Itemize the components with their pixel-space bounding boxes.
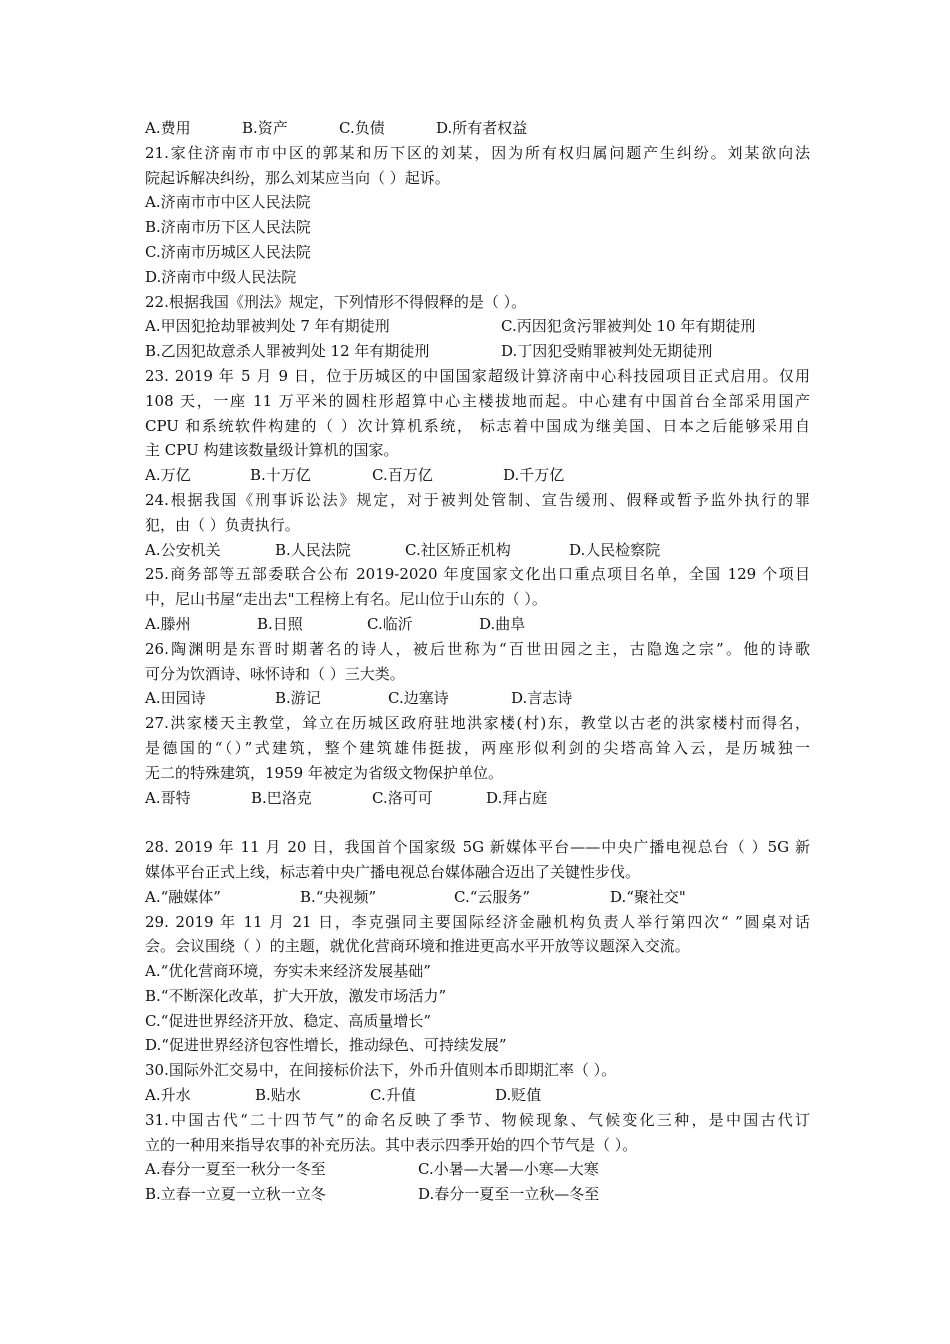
q20-options — [145, 116, 810, 141]
q30-option-d: D.贬值 — [495, 1086, 542, 1105]
q27-option-a: A.哥特 — [145, 788, 191, 807]
q27-option-d: D.拜占庭 — [486, 788, 548, 807]
q24-option-c: C.社区矫正机构 — [405, 540, 511, 559]
q28-option-a: A.“融媒体” — [145, 887, 221, 906]
q21-stem-line-2: 院起诉解决纠纷，那么刘某应当向（ ）起诉。 — [145, 168, 450, 187]
q31-option-b: B.立春一立夏一立秋一立冬 — [145, 1185, 326, 1204]
q31-stem-line-1: 31.中国古代“二十四节气”的命名反映了季节、物候现象、气候变化三种，是中国古代订 — [145, 1110, 810, 1129]
q22-stem-line-1: 22.根据我国《刑法》规定，下列情形不得假释的是（ ）。 — [145, 292, 527, 311]
q29-stem-line-2: 会。会议围绕（ ）的主题，就优化营商环境和推进更高水平开放等议题深入交流。 — [145, 937, 690, 956]
q21-stem-line-1: 21.家住济南市市中区的郭某和历下区的刘某，因为所有权归属问题产生纠纷。刘某欲向法 — [145, 143, 810, 162]
q20-option-a: A.费用 — [145, 119, 191, 137]
q25-options — [145, 612, 810, 637]
q27-stem-line-3: 无二的特殊建筑，1959 年被定为省级文物保护单位。 — [145, 763, 503, 782]
q27-stem-line-1: 27.洪家楼天主教堂，耸立在历城区政府驻地洪家楼(村)东，教堂以古老的洪家楼村而得名， — [145, 714, 810, 733]
q30-options — [145, 1083, 810, 1108]
q25-stem-line-2: 中，尼山书屋“走出去"工程榜上有名。尼山位于山东的（ ）。 — [145, 590, 547, 609]
q23-stem-line-4: 主 CPU 构建该数量级计算机的国家。 — [145, 441, 399, 460]
q27-option-c: C.洛可可 — [372, 788, 433, 807]
q27-option-b: B.巴洛克 — [251, 788, 312, 807]
q28-option-d: D.“聚社交" — [610, 887, 686, 906]
q31-options-row-1 — [145, 1157, 810, 1182]
q20-option-d: D.所有者权益 — [436, 119, 528, 137]
q26-option-a: A.田园诗 — [145, 689, 206, 708]
q29-stem-line-1: 29. 2019 年 11 月 21 日，李克强同主要国际经济金融机构负责人举行第四次“ ”圆桌对话 — [145, 912, 810, 931]
q31-option-c: C.小暑—大暑—小寒—大寒 — [418, 1160, 599, 1179]
q21-option-a: A.济南市市中区人民法院 — [145, 193, 311, 212]
q30-option-b: B.贴水 — [255, 1086, 301, 1105]
q30-option-a: A.升水 — [145, 1086, 191, 1105]
q22-option-d: D.丁因犯受贿罪被判处无期徒刑 — [501, 342, 713, 361]
q23-option-d: D.千万亿 — [503, 466, 565, 485]
q25-option-d: D.曲阜 — [479, 614, 526, 633]
q28-stem-line-1: 28. 2019 年 11 月 20 日，我国首个国家级 5G 新媒体平台——中央广播电视总台（ ）5G 新 — [145, 838, 810, 857]
q23-option-b: B.十万亿 — [250, 466, 311, 485]
q22-options-row-2 — [145, 339, 810, 364]
q25-option-b: B.日照 — [257, 614, 303, 633]
q24-stem-line-2: 犯，由（ ）负责执行。 — [145, 515, 300, 534]
q29-option-c: C.“促进世界经济开放、稳定、高质量增长” — [145, 1011, 432, 1030]
q24-stem-line-1: 24.根据我国《刑事诉讼法》规定，对于被判处管制、宣告缓刑、假释或暂予监外执行的罪 — [145, 490, 810, 509]
q25-option-c: C.临沂 — [367, 614, 413, 633]
q22-option-a: A.甲因犯抢劫罪被判处 7 年有期徒刑 — [145, 317, 390, 336]
q29-option-b: B.“不断深化改革，扩大开放，激发市场活力” — [145, 986, 447, 1005]
q23-stem-line-1: 23. 2019 年 5 月 9 日，位于历城区的中国国家超级计算济南中心科技园项目正式启用。仅用 — [145, 366, 810, 385]
q23-stem-line-3: CPU 和系统软件构建的（ ）次计算机系统， 标志着中国成为继美国、日本之后能够采用自 — [145, 416, 810, 435]
q24-option-b: B.人民法院 — [275, 540, 351, 559]
q31-option-d: D.春分一夏至一立秋—冬至 — [418, 1185, 600, 1204]
q27-stem-line-2: 是德国的“（）”式建筑，整个建筑雄伟挺拔，两座形似利剑的尖塔高耸入云，是历城独一 — [145, 738, 810, 757]
q26-option-c: C.边塞诗 — [388, 689, 449, 708]
q24-option-d: D.人民检察院 — [569, 540, 661, 559]
q26-option-b: B.游记 — [275, 689, 321, 708]
q23-stem-line-2: 108 天，一座 11 万平米的圆柱形超算中心主楼拔地而起。中心建有中国首台全部采用国产 — [145, 391, 810, 410]
q26-stem-line-2: 可分为饮酒诗、咏怀诗和（ ）三大类。 — [145, 664, 405, 683]
q29-option-d: D.“促进世界经济包容性增长，推动绿色、可持续发展” — [145, 1036, 507, 1055]
q23-option-c: C.百万亿 — [372, 466, 433, 485]
q20-option-c: C.负债 — [339, 119, 385, 137]
q26-option-d: D.言志诗 — [511, 689, 573, 708]
q22-options-row-1 — [145, 314, 810, 339]
q23-option-a: A.万亿 — [145, 466, 191, 485]
q26-stem-line-1: 26.陶渊明是东晋时期著名的诗人，被后世称为“百世田园之主，古隐逸之宗”。他的诗歌 — [145, 639, 810, 658]
q22-option-c: C.丙因犯贪污罪被判处 10 年有期徒刑 — [501, 317, 756, 336]
q31-options-row-2 — [145, 1182, 810, 1207]
q24-options — [145, 538, 810, 563]
spacer — [145, 810, 810, 835]
question-list — [145, 116, 810, 1207]
q25-stem-line-1: 25.商务部等五部委联合公布 2019-2020 年度国家文化出口重点项目名单，全国 129 个项目 — [145, 565, 810, 584]
q31-stem-line-2: 立的一种用来指导农事的补充历法。其中表示四季开始的四个节气是（ ）。 — [145, 1135, 638, 1154]
q21-option-c: C.济南市历城区人民法院 — [145, 242, 311, 261]
q28-options — [145, 885, 810, 910]
q21-option-b: B.济南市历下区人民法院 — [145, 218, 311, 237]
q29-option-a: A.“优化营商环境，夯实未来经济发展基础” — [145, 962, 431, 981]
q24-option-a: A.公安机关 — [145, 540, 221, 559]
q20-option-b: B.资产 — [242, 119, 288, 137]
q21-option-d: D.济南市中级人民法院 — [145, 267, 297, 286]
q25-option-a: A.滕州 — [145, 614, 191, 633]
q28-option-b: B.“央视频” — [300, 887, 377, 906]
q27-options — [145, 786, 810, 811]
q31-option-a: A.春分一夏至一秋分一冬至 — [145, 1160, 326, 1179]
q30-stem-line-1: 30.国际外汇交易中，在间接标价法下，外币升值则本币即期汇率（ ）。 — [145, 1061, 617, 1080]
q28-option-c: C.“云服务” — [454, 887, 531, 906]
q26-options — [145, 686, 810, 711]
q30-option-c: C.升值 — [370, 1086, 416, 1105]
q28-stem-line-2: 媒体平台正式上线，标志着中央广播电视总台媒体融合迈出了关键性步伐。 — [145, 862, 641, 881]
q23-options — [145, 463, 810, 488]
q22-option-b: B.乙因犯故意杀人罪被判处 12 年有期徒刑 — [145, 342, 430, 361]
